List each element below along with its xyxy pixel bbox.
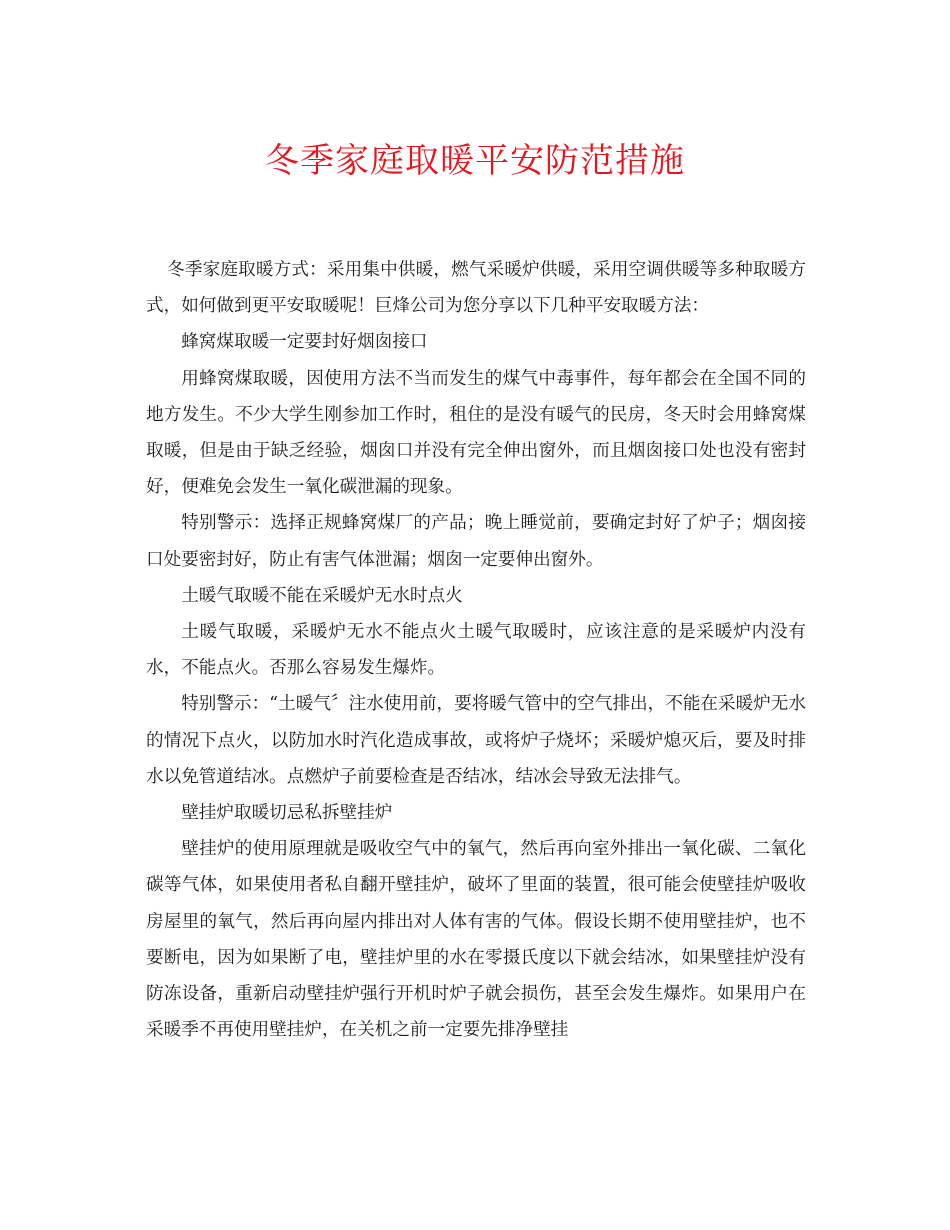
section-heading-honeycomb-coal: 蜂窝煤取暖一定要封好烟囱接口 xyxy=(181,332,428,353)
document-title: 冬季家庭取暖平安防范措施 xyxy=(265,141,685,181)
warning-paragraph: 特别警示：选择正规蜂窝煤厂的产品；晚上睡觉前，要确定封好了炉子；烟囱接口处要密封好，防止有害气体泄漏；烟囱一定要伸出窗外。 xyxy=(146,513,806,570)
body-paragraph: 用蜂窝煤取暖，因使用方法不当而发生的煤气中毒事件，每年都会在全国不同的地方发生。不少大学生刚参加工作时，租住的是没有暖气的民房，冬天时会用蜂窝煤取暖，但是由于缺乏经验，烟囱口并没有完全伸出窗外，而且烟囱接口处也没有密封好，便难免会发生一氧化碳泄漏的现象。 xyxy=(146,368,806,498)
body-paragraph: 壁挂炉的使用原理就是吸收空气中的氧气，然后再向室外排出一氧化碳、二氧化碳等气体，如果使用者私自翻开壁挂炉，破坏了里面的装置，很可能会使壁挂炉吸收房屋里的氧气，然后再向屋内排出对人体有害的气体。假设长期不使用壁挂炉，也不要断电，因为如果断了电，壁挂炉里的水在零摄氏度以下就会结冰，如果壁挂炉没有防冻设备，重新启动壁挂炉强行开机时炉子就会损伤，甚至会发生爆炸。如果用户在采暖季不再使用壁挂炉，在关机之前一定要先排净壁挂 xyxy=(146,839,806,1041)
section-heading-wall-boiler: 壁挂炉取暖切忌私拆壁挂炉 xyxy=(181,803,393,824)
warning-paragraph: 特别警示：“土暖气〞注水使用前，要将暖气管中的空气排出，不能在采暖炉无水的情况下点火，以防加水时汽化造成事故，或将炉子烧坏；采暖炉熄灭后，要及时排水以免管道结冰。点燃炉子前要检查是否结冰，结冰会导致无法排气。 xyxy=(146,694,806,787)
intro-paragraph: 冬季家庭取暖方式：采用集中供暖，燃气采暖炉供暖，采用空调供暖等多种取暖方式，如何做到更平安取暖呢！巨烽公司为您分享以下几种平安取暖方法： xyxy=(146,260,806,317)
document-body xyxy=(146,252,806,1048)
section-heading-local-heater: 土暖气取暖不能在采暖炉无水时点火 xyxy=(181,585,463,606)
body-paragraph: 土暖气取暖，采暖炉无水不能点火土暖气取暖时，应该注意的是采暖炉内没有水，不能点火。否那么容易发生爆炸。 xyxy=(146,622,806,679)
